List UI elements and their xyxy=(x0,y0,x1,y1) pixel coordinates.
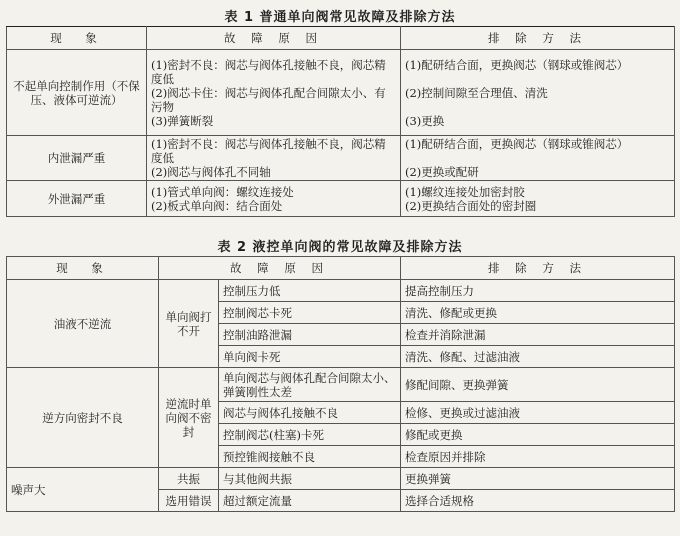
symptom-cell: 噪声大 xyxy=(7,468,159,512)
cause-cell: 与其他阀共振 xyxy=(219,468,401,490)
cause-cell: 预控锥阀接触不良 xyxy=(219,446,401,468)
fix-cell: 清洗、修配或更换 xyxy=(401,302,675,324)
fix-cell xyxy=(401,136,675,181)
fix-line: (2)更换结合面处的密封圈 xyxy=(405,198,537,213)
table1-header-fix: 排 除 方 法 xyxy=(401,27,675,50)
fix-cell: 清洗、修配、过滤油液 xyxy=(401,346,675,368)
fix-line: (1)螺纹连接处加密封胶 xyxy=(405,184,525,199)
cause-cell: 单向阀卡死 xyxy=(219,346,401,368)
fix-cell: 选择合适规格 xyxy=(401,490,675,512)
sub-cause-cell: 逆流时单向阀不密封 xyxy=(159,368,219,468)
cause-cell xyxy=(147,50,401,136)
fix-cell: 修配或更换 xyxy=(401,424,675,446)
table2-header-symptom: 现 象 xyxy=(7,257,159,280)
fix-cell: 修配间隙、更换弹簧 xyxy=(401,368,675,402)
table2-header-row xyxy=(7,257,675,280)
cause-cell: 控制阀芯卡死 xyxy=(219,302,401,324)
table1 xyxy=(6,26,675,217)
table-row xyxy=(7,136,675,181)
symptom-cell: 内泄漏严重 xyxy=(7,136,147,181)
cause-line: (2)板式单向阀：结合面处 xyxy=(151,198,283,213)
table1-header-symptom: 现 象 xyxy=(7,27,147,50)
table2-header-fix: 排 除 方 法 xyxy=(401,257,675,280)
fix-cell: 更换弹簧 xyxy=(401,468,675,490)
fix-line: (1)配研结合面，更换阀芯（钢球或锥阀芯） xyxy=(405,137,629,151)
cause-line: (1)管式单向阀：螺纹连接处 xyxy=(151,184,294,199)
fix-cell: 检查原因并排除 xyxy=(401,446,675,468)
fix-line: (2)更换或配研 xyxy=(405,165,479,179)
table1-header-row xyxy=(7,27,675,50)
cause-cell xyxy=(147,181,401,217)
table1-header-cause: 故 障 原 因 xyxy=(147,27,401,50)
table-row xyxy=(7,181,675,217)
cause-cell: 控制压力低 xyxy=(219,280,401,302)
cause-line: (2)阀芯卡住：阀芯与阀体孔配合间隙太小、有污物 xyxy=(151,85,386,114)
sub-cause-cell: 共振 xyxy=(159,468,219,490)
table2-caption: 表 2 液控单向阀的常见故障及排除方法 xyxy=(217,240,463,255)
cause-line: (1)密封不良：阀芯与阀体孔接触不良，阀芯精度低 xyxy=(151,137,386,165)
cause-line: (3)弹簧断裂 xyxy=(151,113,214,128)
symptom-cell: 逆方向密封不良 xyxy=(7,368,159,468)
fix-cell: 提高控制压力 xyxy=(401,280,675,302)
symptom-cell: 不起单向控制作用（不保压、液体可逆流） xyxy=(7,50,147,136)
table-row xyxy=(7,468,675,490)
table-row xyxy=(7,368,675,402)
cause-cell xyxy=(147,136,401,181)
fix-line: (2)控制间隙至合理值、清洗 xyxy=(405,85,548,100)
cause-cell: 阀芯与阀体孔接触不良 xyxy=(219,402,401,424)
cause-cell: 控制油路泄漏 xyxy=(219,324,401,346)
symptom-cell: 油液不逆流 xyxy=(7,280,159,368)
cause-cell: 控制阀芯(柱塞)卡死 xyxy=(219,424,401,446)
symptom-cell: 外泄漏严重 xyxy=(7,181,147,217)
cause-cell: 单向阀芯与阀体孔配合间隙太小、弹簧刚性太差 xyxy=(219,368,401,402)
table1-caption: 表 1 普通单向阀常见故障及排除方法 xyxy=(224,10,456,25)
table2 xyxy=(6,256,675,512)
table-row xyxy=(7,50,675,136)
fix-cell xyxy=(401,181,675,217)
fix-cell: 检查并消除泄漏 xyxy=(401,324,675,346)
fix-line: (3)更换 xyxy=(405,113,445,128)
fix-cell: 检修、更换或过滤油液 xyxy=(401,402,675,424)
cause-cell: 超过额定流量 xyxy=(219,490,401,512)
sub-cause-cell: 选用错误 xyxy=(159,490,219,512)
table2-header-cause: 故 障 原 因 xyxy=(159,257,401,280)
sub-cause-cell: 单向阀打不开 xyxy=(159,280,219,368)
fix-cell xyxy=(401,50,675,136)
table-row xyxy=(7,280,675,302)
cause-line: (1)密封不良：阀芯与阀体孔接触不良，阀芯精度低 xyxy=(151,57,386,86)
fix-line: (1)配研结合面，更换阀芯（钢球或锥阀芯） xyxy=(405,57,629,72)
cause-line: (2)阀芯与阀体孔不同轴 xyxy=(151,165,271,179)
